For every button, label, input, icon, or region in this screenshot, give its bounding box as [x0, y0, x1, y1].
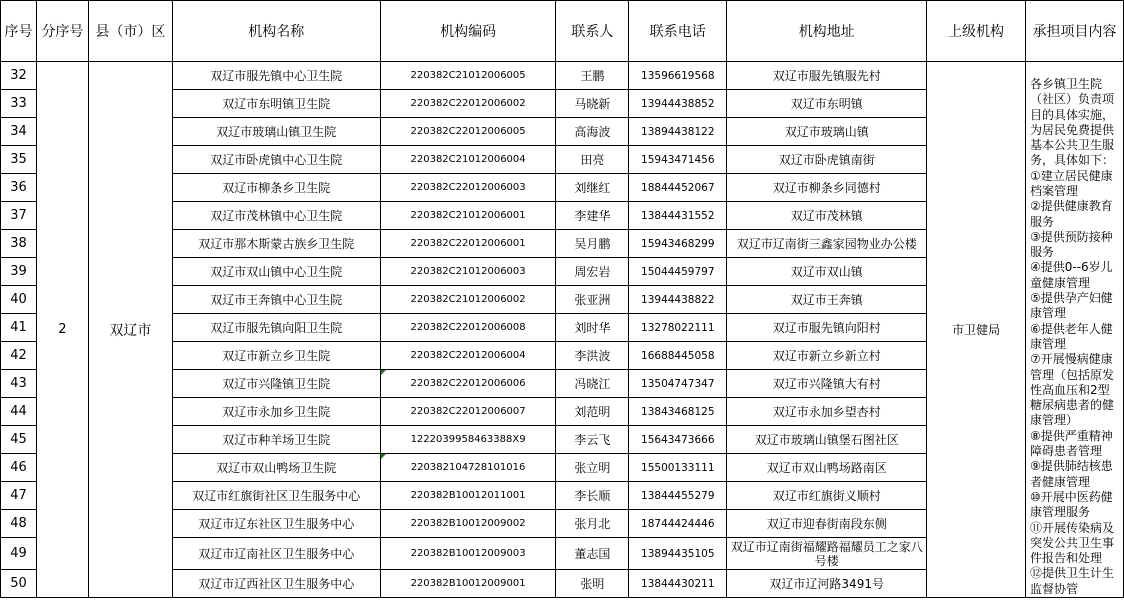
address-cell: 双辽市玻璃山镇 — [727, 118, 927, 146]
header-seq: 序号 — [1, 1, 37, 62]
county-cell: 双辽市 — [88, 62, 172, 598]
address-cell: 双辽市辽河路3491号 — [727, 570, 927, 598]
address-cell: 双辽市新立乡新立村 — [727, 342, 927, 370]
org-code-cell: 220382C22012006007 — [380, 398, 556, 426]
org-name-cell: 双辽市兴隆镇卫生院 — [172, 370, 380, 398]
phone-cell: 13894435105 — [629, 538, 727, 570]
contact-cell: 王鹏 — [556, 62, 629, 90]
org-code-cell: 220382C21012006001 — [380, 202, 556, 230]
org-code-cell: 220382C22012006006 — [380, 370, 556, 398]
content-item: ③提供预防接种服务 — [1029, 229, 1113, 260]
org-code-cell: 12220399584633​88X9 — [380, 426, 556, 454]
row-seq: 43 — [1, 370, 37, 398]
phone-cell: 15643473666 — [629, 426, 727, 454]
content-item: ⑧提供严重精神障碍患者管理 — [1029, 428, 1113, 459]
org-code-cell: 220382C22012006008 — [380, 314, 556, 342]
phone-cell: 13844455279 — [629, 482, 727, 510]
content-item: ⑪开展传染病及突发公共卫生事件报告和处理 — [1029, 520, 1114, 566]
row-seq: 50 — [1, 570, 37, 598]
contact-cell: 李长顺 — [556, 482, 629, 510]
org-name-cell: 双辽市辽南社区卫生服务中心 — [172, 538, 380, 570]
row-seq: 44 — [1, 398, 37, 426]
contact-cell: 李建华 — [556, 202, 629, 230]
address-cell: 双辽市辽南街三鑫家园物业办公楼 — [727, 230, 927, 258]
header-county: 县（市）区 — [88, 1, 172, 62]
org-code-cell: 220382C22012006004 — [380, 342, 556, 370]
address-cell: 双辽市王奔镇 — [727, 286, 927, 314]
header-phone: 联系电话 — [629, 1, 727, 62]
org-code-cell: 220382B10012011001 — [380, 482, 556, 510]
org-name-cell: 双辽市红旗街社区卫生服务中心 — [172, 482, 380, 510]
org-code-cell: 220382B10012009003 — [380, 538, 556, 570]
contact-cell: 周宏岩 — [556, 258, 629, 286]
org-name-cell: 双辽市柳条乡卫生院 — [172, 174, 380, 202]
phone-cell: 13843468125 — [629, 398, 727, 426]
address-cell: 双辽市茂林镇 — [727, 202, 927, 230]
header-org-name: 机构名称 — [172, 1, 380, 62]
address-cell: 双辽市服先镇服先村 — [727, 62, 927, 90]
org-code-cell: 220382B10012009002 — [380, 510, 556, 538]
org-code-cell: 220382C22012006002 — [380, 90, 556, 118]
phone-cell: 13944438822 — [629, 286, 727, 314]
header-content: 承担项目内容 — [1025, 1, 1123, 62]
phone-cell: 13894438122 — [629, 118, 727, 146]
content-item: ⑥提供老年人健康管理 — [1029, 321, 1113, 351]
row-seq: 36 — [1, 174, 37, 202]
header-org-code: 机构编码 — [380, 1, 556, 62]
row-seq: 33 — [1, 90, 37, 118]
content-item: ①建立居民健康档案管理 — [1029, 168, 1113, 198]
phone-cell: 18844452067 — [629, 174, 727, 202]
phone-cell: 15500133111 — [629, 454, 727, 482]
phone-cell: 13844431552 — [629, 202, 727, 230]
address-cell: 双辽市东明镇 — [727, 90, 927, 118]
org-name-cell: 双辽市王奔镇中心卫生院 — [172, 286, 380, 314]
contact-cell: 李云飞 — [556, 426, 629, 454]
address-cell: 双辽市柳条乡同德村 — [727, 174, 927, 202]
phone-cell: 16688445058 — [629, 342, 727, 370]
org-code-cell: 220382C21012006005 — [380, 62, 556, 90]
address-cell: 双辽市兴隆镇大有村 — [727, 370, 927, 398]
phone-cell: 13278022111 — [629, 314, 727, 342]
address-cell: 双辽市红旗街义顺村 — [727, 482, 927, 510]
content-item: ②提供健康教育服务 — [1029, 199, 1113, 229]
row-seq: 46 — [1, 454, 37, 482]
row-seq: 37 — [1, 202, 37, 230]
org-code-cell: 220382C21012006002 — [380, 286, 556, 314]
phone-cell: 13504747347 — [629, 370, 727, 398]
org-name-cell: 双辽市茂林镇中心卫生院 — [172, 202, 380, 230]
phone-cell: 15943471456 — [629, 146, 727, 174]
address-cell: 双辽市玻璃山镇堡石图社区 — [727, 426, 927, 454]
address-cell: 双辽市迎春街南段东侧 — [727, 510, 927, 538]
header-contact: 联系人 — [556, 1, 629, 62]
org-name-cell: 双辽市双山鸭场卫生院 — [172, 454, 380, 482]
content-item: ④提供0--6岁儿童健康管理 — [1029, 260, 1113, 290]
phone-cell: 13944438852 — [629, 90, 727, 118]
address-cell: 双辽市卧虎镇南街 — [727, 146, 927, 174]
org-name-cell: 双辽市新立乡卫生院 — [172, 342, 380, 370]
address-cell: 双辽市辽南街福耀路福耀员工之家八号楼 — [727, 538, 927, 570]
org-code-cell: 220382C21012006003 — [380, 258, 556, 286]
header-sub-seq: 分序号 — [36, 1, 88, 62]
phone-cell: 15943468299 — [629, 230, 727, 258]
org-name-cell: 双辽市服先镇向阳卫生院 — [172, 314, 380, 342]
contact-cell: 张立明 — [556, 454, 629, 482]
org-name-cell: 双辽市东明镇卫生院 — [172, 90, 380, 118]
row-seq: 39 — [1, 258, 37, 286]
address-cell: 双辽市双山鸭场路南区 — [727, 454, 927, 482]
org-name-cell: 双辽市双山镇中心卫生院 — [172, 258, 380, 286]
address-cell: 双辽市永加乡望杏村 — [727, 398, 927, 426]
org-name-cell: 双辽市辽东社区卫生服务中心 — [172, 510, 380, 538]
contact-cell: 李洪波 — [556, 342, 629, 370]
row-seq: 34 — [1, 118, 37, 146]
contact-cell: 刘范明 — [556, 398, 629, 426]
contact-cell: 张月北 — [556, 510, 629, 538]
table-row — [1, 62, 1124, 90]
row-seq: 49 — [1, 538, 37, 570]
row-seq: 47 — [1, 482, 37, 510]
content-item: ⑩开展中医药健康管理服务 — [1029, 489, 1113, 520]
row-seq: 35 — [1, 146, 37, 174]
project-content-cell — [1025, 62, 1123, 598]
org-name-cell: 双辽市服先镇中心卫生院 — [172, 62, 380, 90]
phone-cell: 18744424446 — [629, 510, 727, 538]
org-code-cell: 220382C21012006004 — [380, 146, 556, 174]
address-cell: 双辽市服先镇向阳村 — [727, 314, 927, 342]
content-item: ⑤提供孕产妇健康管理 — [1029, 291, 1113, 321]
row-seq: 41 — [1, 314, 37, 342]
content-item: ⑫提供卫生计生监督协管 — [1029, 566, 1114, 596]
row-seq: 32 — [1, 62, 37, 90]
contact-cell: 马晓新 — [556, 90, 629, 118]
phone-cell: 13596619568 — [629, 62, 727, 90]
contact-cell: 田亮 — [556, 146, 629, 174]
content-item: ⑨提供肺结核患者健康管理 — [1029, 459, 1113, 489]
org-name-cell: 双辽市那木斯蒙古族乡卫生院 — [172, 230, 380, 258]
row-seq: 38 — [1, 230, 37, 258]
contact-cell: 张明 — [556, 570, 629, 598]
org-code-cell: 220382104728101016 — [380, 454, 556, 482]
org-code-cell: 220382C22012006003 — [380, 174, 556, 202]
parent-org-cell: 市卫健局 — [927, 62, 1026, 598]
contact-cell: 冯晓江 — [556, 370, 629, 398]
contact-cell: 董志国 — [556, 538, 629, 570]
org-code-cell: 220382C22012006001 — [380, 230, 556, 258]
address-cell: 双辽市双山镇 — [727, 258, 927, 286]
contact-cell: 吴月鹏 — [556, 230, 629, 258]
org-code-cell: 220382B10012009001 — [380, 570, 556, 598]
header-address: 机构地址 — [727, 1, 927, 62]
phone-cell: 13844430211 — [629, 570, 727, 598]
contact-cell: 刘时华 — [556, 314, 629, 342]
row-seq: 48 — [1, 510, 37, 538]
row-seq: 42 — [1, 342, 37, 370]
header-parent: 上级机构 — [927, 1, 1026, 62]
row-seq: 40 — [1, 286, 37, 314]
contact-cell: 刘继红 — [556, 174, 629, 202]
header-row — [1, 1, 1124, 62]
org-name-cell: 双辽市玻璃山镇卫生院 — [172, 118, 380, 146]
content-item: ⑦开展慢病健康管理（包括原发性高血压和2型糖尿病患者的健康管理） — [1029, 352, 1114, 428]
org-name-cell: 双辽市永加乡卫生院 — [172, 398, 380, 426]
org-name-cell: 双辽市卧虎镇中心卫生院 — [172, 146, 380, 174]
org-name-cell: 双辽市辽西社区卫生服务中心 — [172, 570, 380, 598]
org-name-cell: 双辽市种羊场卫生院 — [172, 426, 380, 454]
contact-cell: 张亚洲 — [556, 286, 629, 314]
contact-cell: 高海波 — [556, 118, 629, 146]
sub-seq-cell: 2 — [36, 62, 88, 598]
phone-cell: 15044459797 — [629, 258, 727, 286]
row-seq: 45 — [1, 426, 37, 454]
content-intro: 各乡镇卫生院（社区）负责项目的具体实施，为居民免费提供基本公共卫生服务，具体如下： — [1029, 76, 1114, 168]
org-code-cell: 220382C22012006005 — [380, 118, 556, 146]
